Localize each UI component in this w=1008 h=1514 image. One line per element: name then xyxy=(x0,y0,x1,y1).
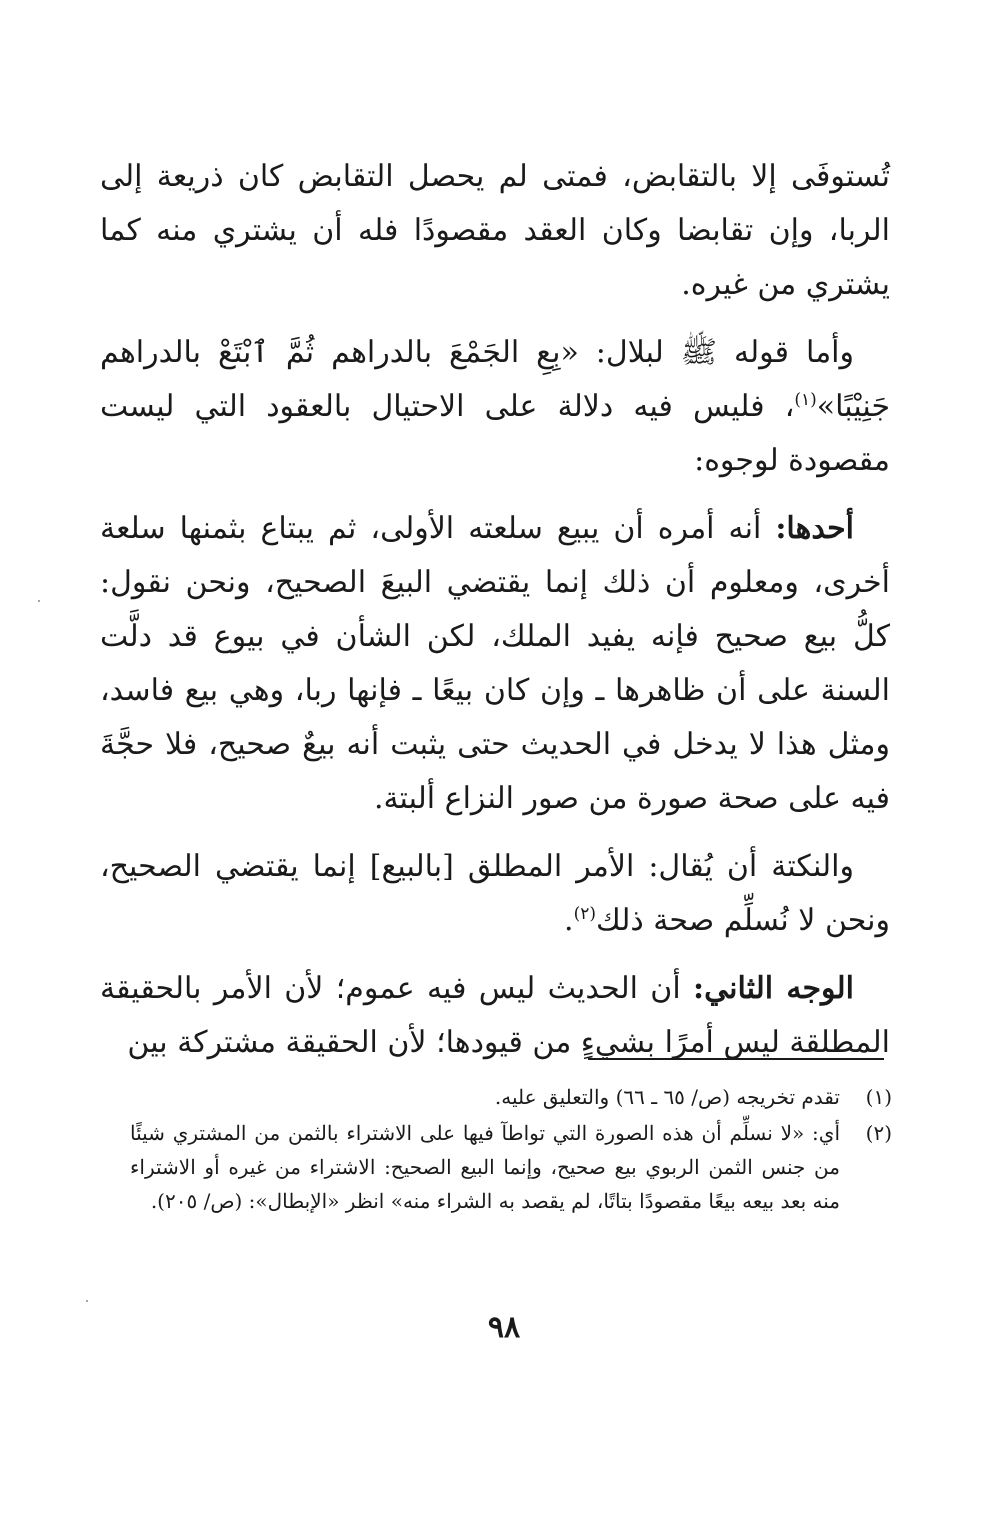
paragraph-3-text: أنه أمره أن يبيع سلعته الأولى، ثم يبتاع بثمنها سلعة أخرى، ومعلوم أن ذلك إنما يقتضي البيعَ الصحيح، ونحن نقول: كلُّ بيع صحيح فإنه يفيد الملك، لكن الشأن في بيوع قد دلَّت السنة على أن ظاهرها ـ وإن كان بيعًا ـ فإنها ربا، وهي بيع فاسد، ومثل هذا لا يدخل في الحديث حتى يثبت أنه بيعٌ صحيح، فلا حجَّةَ فيه على صحة صورة من صور النزاع ألبتة. xyxy=(100,511,890,816)
footnotes xyxy=(130,1080,892,1220)
paragraph-5-text: أن الحديث ليس فيه عموم؛ لأن الأمر بالحقيقة المطلقة ليس أمرًا بشيءٍ من قيودها؛ لأن الحقيقة مشتركة بين xyxy=(100,971,890,1060)
scan-speck xyxy=(86,1300,88,1302)
paragraph-2 xyxy=(100,326,890,488)
scan-speck xyxy=(38,600,40,602)
footnote-divider xyxy=(588,1058,884,1060)
footnote-1 xyxy=(130,1080,892,1114)
footnote-2-number: (٢) xyxy=(865,1121,892,1145)
paragraph-1 xyxy=(100,150,890,312)
paragraph-3 xyxy=(100,502,890,826)
paragraph-2-text-before: وأما قوله ﷺ لبلال: «بِعِ الجَمْعَ بالدراهم ثُمَّ ٱبْتَعْ بالدراهم جَنِيْبًا» xyxy=(100,335,890,424)
paragraph-1-text: تُستوفَى إلا بالتقابض، فمتى لم يحصل التقابض كان ذريعة إلى الربا، وإن تقابضا وكان العقد مقصودًا فله أن يشتري منه كما يشتري من غيره. xyxy=(100,159,890,302)
paragraph-5 xyxy=(100,962,890,1070)
paragraph-4 xyxy=(100,840,890,948)
footnote-1-text: تقدم تخريجه (ص/ ٦٥ ـ ٦٦) والتعليق عليه. xyxy=(494,1085,840,1109)
page-number: ٩٨ xyxy=(487,1310,521,1345)
paragraph-2-text-after: ، فليس فيه دلالة على الاحتيال بالعقود التي ليست مقصودة لوجوه: xyxy=(100,389,890,478)
footnote-ref-2[interactable]: (٢) xyxy=(573,904,596,924)
footnote-2-text: أي: «لا نسلِّم أن هذه الصورة التي تواطآ فيها على الاشتراء بالثمن من المشتري شيئًا من جنس الثمن الربوي بيع صحيح، وإنما البيع الصحيح: الاشتراء من غيره أو الاشتراء منه بعد بيعه بيعًا مقصودًا بتاتًا، لم يقصد به الشراء منه» انظر «الإبطال»: (ص/ ٢٠٥). xyxy=(130,1121,840,1213)
main-text xyxy=(100,150,890,1084)
paragraph-4-text-before: والنكتة أن يُقال: الأمر المطلق [بالبيع] إنما يقتضي الصحيح، ونحن لا نُسلِّم صحة ذلك xyxy=(100,849,890,938)
footnote-1-number: (١) xyxy=(865,1085,892,1109)
footnote-ref-1[interactable]: (١) xyxy=(794,390,817,410)
paragraph-3-lead: أحدها: xyxy=(775,511,854,546)
paragraph-5-lead: الوجه الثاني: xyxy=(693,971,854,1006)
paragraph-4-text-after: . xyxy=(564,903,574,938)
footnote-2 xyxy=(130,1116,892,1218)
